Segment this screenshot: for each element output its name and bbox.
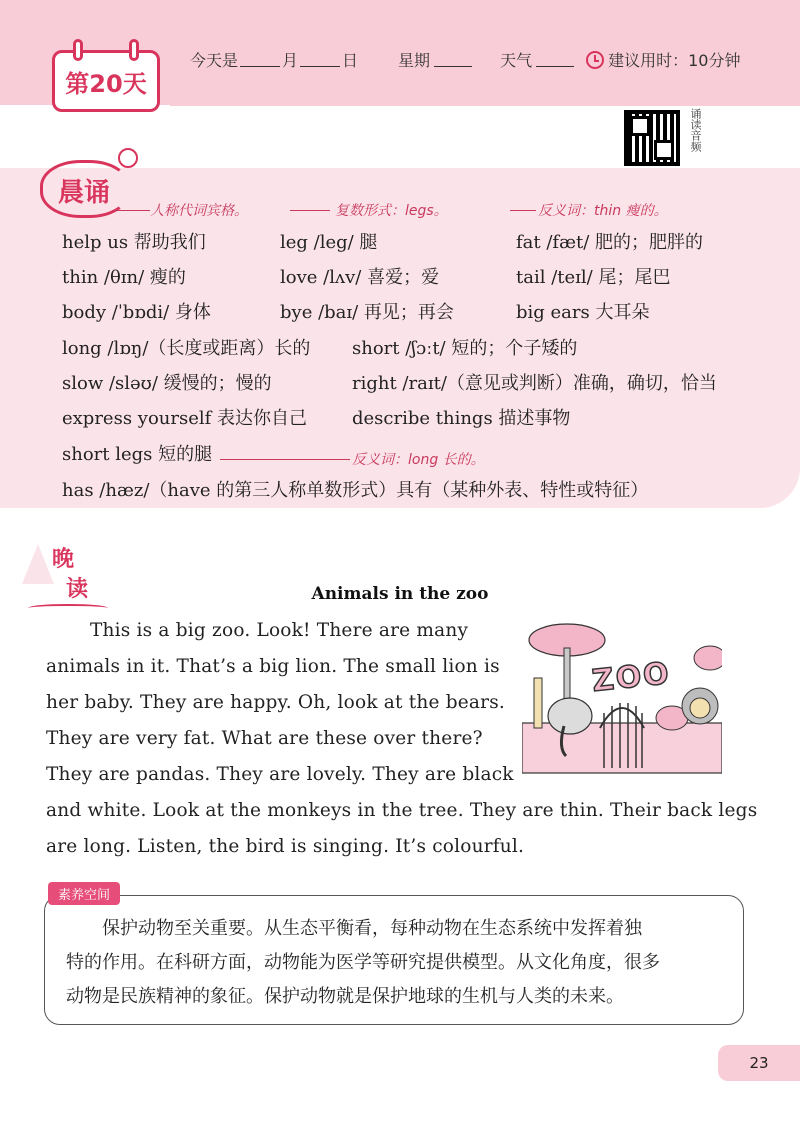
zoo-scene-icon (522, 618, 722, 778)
annotation-pronoun: 人称代词宾格。 (150, 203, 248, 219)
article-line: animals in it. That’s a big lion. The small lion is (46, 656, 500, 677)
quality-line: 保护动物至关重要。从生态平衡看，每种动物在生态系统中发挥着独 (102, 918, 642, 939)
zoo-illustration (522, 618, 722, 778)
vocab-love: love /lʌv/ 喜爱；爱 (280, 267, 440, 288)
zoo-sign-text: ZOO (590, 655, 673, 700)
article-line: and white. Look at the monkeys in the tree. They are thin. Their back legs (46, 800, 758, 821)
day-of-month-label: 日 (342, 51, 359, 70)
annotation-antonym-fat: 反义词：thin 瘦的。 (538, 203, 668, 219)
vocab-fat: fat /fæt/ 肥的；肥胖的 (516, 232, 704, 253)
vocab-has: has /hæz/（have 的第三人称单数形式）具有（某种外表、特性或特征） (62, 480, 649, 501)
vocab-right: right /raɪt/（意见或判断）准确，确切，恰当 (352, 373, 717, 394)
calendar-ring-icon (73, 39, 83, 61)
vocab-tail: tail /teɪl/ 尾；尾巴 (516, 267, 671, 288)
today-label: 今天是 (190, 51, 239, 70)
annotation-antonym-short: 反义词：long 长的。 (352, 452, 485, 468)
suggested-time: 建议用时：10分钟 (608, 51, 741, 70)
evening-mark-text-2: 读 (66, 577, 89, 602)
article-line: This is a big zoo. Look! There are many (90, 620, 469, 641)
vocab-big-ears: big ears 大耳朵 (516, 302, 650, 323)
weekday-label: 星期 (398, 51, 431, 70)
vocab-thin: thin /θɪn/ 瘦的 (62, 267, 186, 288)
day-blank[interactable] (300, 53, 340, 67)
article-line: They are very fat. What are these over there? (46, 728, 483, 749)
vocab-short: short /ʃɔːt/ 短的；个子矮的 (352, 338, 578, 359)
wave-icon (28, 604, 108, 612)
article-title: Animals in the zoo (311, 584, 489, 604)
calendar-ring-icon (129, 39, 139, 61)
evening-section-mark (22, 538, 112, 618)
annotation-plural: 复数形式：legs。 (335, 203, 448, 219)
vocab-long: long /lɒŋ/（长度或距离）长的 (62, 338, 311, 359)
sun-icon (118, 148, 138, 168)
qr-code[interactable] (624, 110, 680, 166)
article-line: They are pandas. They are lovely. They are black (46, 764, 514, 785)
vocab-express-yourself: express yourself 表达你自己 (62, 408, 308, 429)
vocab-describe-things: describe things 描述事物 (352, 408, 571, 429)
vocab-bye: bye /baɪ/ 再见；再会 (280, 302, 454, 323)
morning-section-mark (40, 160, 130, 220)
day-badge (52, 50, 160, 112)
vocab-slow: slow /sləʊ/ 缓慢的；慢的 (62, 373, 272, 394)
quality-line: 动物是民族精神的象征。保护动物就是保护地球的生机与人类的未来。 (66, 986, 624, 1007)
quality-space-tag: 素养空间 (48, 882, 120, 905)
month-blank[interactable] (240, 53, 280, 67)
article-line: her baby. They are happy. Oh, look at the bears. (46, 692, 505, 713)
weekday-blank[interactable] (434, 53, 472, 67)
qr-caption: 诵读音频 (689, 108, 702, 152)
tree-icon (22, 544, 54, 584)
day-label: 第20天 (65, 69, 147, 98)
month-label: 月 (282, 51, 299, 70)
vocab-leg: leg /leg/ 腿 (280, 232, 378, 253)
vocab-short-legs: short legs 短的腿 (62, 444, 213, 465)
page-number: 23 (718, 1045, 800, 1081)
quality-line: 特的作用。在科研方面，动物能为医学等研究提供模型。从文化角度，很多 (66, 952, 660, 973)
vocab-body: body /ˈbɒdi/ 身体 (62, 302, 211, 323)
morning-mark-text: 晨诵 (58, 178, 111, 208)
weather-label: 天气 (500, 51, 533, 70)
article-line: are long. Listen, the bird is singing. It’s colourful. (46, 836, 525, 857)
weather-blank[interactable] (536, 53, 574, 67)
evening-mark-text-1: 晚 (52, 547, 75, 572)
clock-icon (586, 51, 604, 69)
date-weather-line (190, 48, 770, 71)
vocab-help-us: help us 帮助我们 (62, 232, 206, 253)
